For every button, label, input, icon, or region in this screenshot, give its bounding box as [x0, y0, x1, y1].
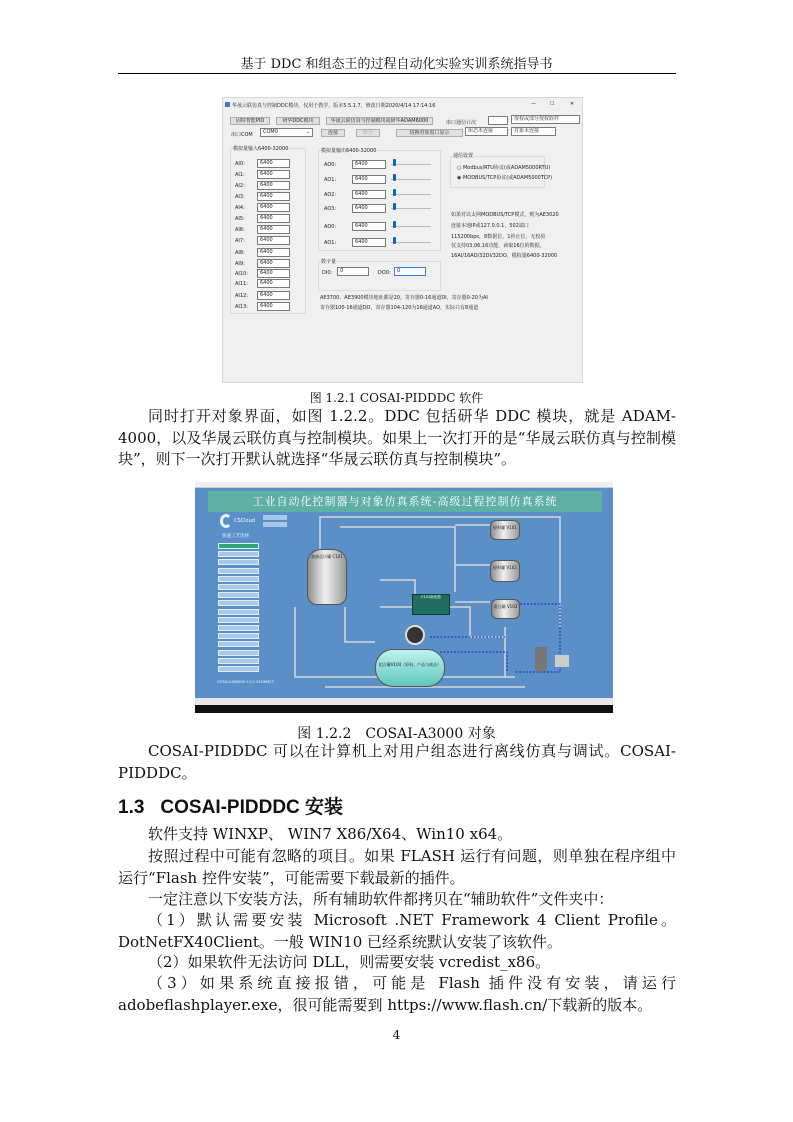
figure-caption: 图 1.2.1 COSAI-PIDDDC 软件	[309, 391, 484, 405]
maximize-icon[interactable]: ☐	[550, 101, 555, 107]
ai-label: AI10:	[235, 271, 248, 277]
paragraph: COSAI-PIDDDC 可以在计算机上对用户组态进行离线仿真与调试。COSAI-PIDDDC。	[118, 742, 676, 782]
ao-value-field[interactable]: 6400	[352, 238, 386, 247]
ao-slider[interactable]	[391, 221, 431, 229]
cscloud-logo-text: CSCloud	[234, 518, 255, 524]
di0-label: DI0:	[322, 270, 333, 276]
process-menu-button[interactable]	[218, 568, 259, 574]
slider-thumb[interactable]	[393, 174, 396, 181]
process-menu-button[interactable]	[218, 658, 259, 664]
ao-value-field[interactable]: 6400	[352, 222, 386, 231]
slider-thumb[interactable]	[393, 189, 396, 196]
section-title: COSAI-PIDDDC 安装	[160, 797, 344, 818]
paragraph: 软件支持 WINXP、 WIN7 X86/X64、Win10 x64。	[148, 825, 513, 843]
window-title: 华晟云联仿真与控制DDC模块，仅用于教学，版本5.5.1.7，修改日期2020/4/14 17:14:16	[232, 103, 436, 109]
slider-track	[391, 194, 431, 195]
port-select[interactable]	[260, 128, 313, 137]
slider-thumb[interactable]	[393, 221, 396, 228]
cscloud-logo-icon	[220, 514, 232, 528]
sim-module-button[interactable]: 华晟云联仿真与控制模块或研华ADAM6000	[326, 117, 433, 125]
ai-group-title: 模拟量输入6400-32000	[233, 146, 289, 152]
slider-track	[391, 208, 431, 209]
note-bottom: AE3700、AE3900模块地址都是20，寄存器0-16通道DI，寄存器0-20为AI	[320, 295, 488, 301]
sim-small-button[interactable]	[263, 522, 287, 527]
digital-group	[318, 261, 441, 291]
close-icon[interactable]: ✕	[570, 101, 575, 107]
ai-label: AI0:	[235, 161, 245, 167]
ai-label: AI6:	[235, 227, 245, 233]
process-menu-button[interactable]	[218, 592, 259, 598]
ai-label: AI13:	[235, 304, 248, 310]
ai-label: AI3:	[235, 194, 245, 200]
process-menu-button[interactable]	[218, 641, 259, 647]
ai-value-field[interactable]: 6400	[257, 159, 290, 168]
slider-track	[391, 242, 431, 243]
process-menu-button[interactable]	[218, 551, 259, 557]
ai-value-field[interactable]: 6400	[257, 259, 290, 268]
ao-label: AO3:	[324, 206, 337, 212]
heat-exchanger-e101[interactable]	[412, 594, 450, 615]
ao-label: AO0:	[324, 224, 337, 230]
figure-caption: 图 1.2.2 COSAI-A3000 对象	[297, 726, 496, 742]
process-menu-button[interactable]	[218, 609, 259, 615]
comm-group-title: 通信设置	[453, 153, 474, 159]
section-heading	[118, 792, 343, 819]
ai-value-field[interactable]: 6400	[257, 225, 290, 234]
switch-window-button[interactable]: 切换对象窗口显示	[396, 129, 463, 137]
radio-modbus-rtu[interactable]	[457, 164, 550, 171]
tank-v101[interactable]: 原料罐 V101	[490, 520, 520, 540]
ao-value-field[interactable]: 6400	[352, 175, 386, 184]
ao-slider[interactable]	[391, 174, 431, 182]
chevron-down-icon: ⌄	[305, 129, 310, 135]
radio-label: MODBUS/TCP协议(或ADAM5000TCP)	[462, 175, 553, 181]
note-right: 仅支持03,06,16功能，读取16位的数据，	[451, 243, 545, 249]
ao-label: AO2:	[324, 192, 337, 198]
digital-group-title: 数字量	[321, 259, 337, 265]
ai-value-field[interactable]: 6400	[257, 302, 290, 311]
ai-value-field[interactable]: 6400	[257, 214, 290, 223]
ai-label: AI4:	[235, 205, 245, 211]
minimize-icon[interactable]: —	[531, 101, 536, 107]
port-value: COM0	[263, 129, 278, 135]
process-menu-button[interactable]	[218, 625, 259, 631]
note-right: 如果对以太网MODBUS/TCP模式，则为AE3020	[451, 212, 559, 218]
process-menu-button[interactable]	[218, 650, 259, 656]
ai-label: AI5:	[235, 216, 245, 222]
valve-actuator-icon	[535, 647, 547, 671]
ai-value-field[interactable]: 6400	[257, 181, 290, 190]
ai-label: AI11:	[235, 281, 248, 287]
note-bottom: 寄存器100-16通道DO，寄存器104-120为16通道AO，实际只有8通道	[320, 305, 479, 311]
windows-taskbar	[195, 705, 613, 713]
ao-label: AO1:	[324, 240, 337, 246]
tank-v102[interactable]: 原料罐 V102	[490, 560, 520, 582]
process-menu-button[interactable]	[218, 633, 259, 639]
note-right: 16AI/16AO/32DI/32DO，模拟量6400-32000	[451, 253, 558, 259]
pid-button[interactable]: 固特智能PID	[230, 117, 270, 125]
ai-value-field[interactable]: 6400	[257, 236, 290, 245]
process-menu-button[interactable]	[218, 576, 259, 582]
ai-label: AI12:	[235, 293, 248, 299]
ao-value-field[interactable]: 6400	[352, 204, 386, 213]
ai-value-field[interactable]: 6400	[257, 170, 290, 179]
ddc-button[interactable]: 研华DDC模块	[276, 117, 320, 125]
paragraph: （2）如果软件无法访问 DLL，则需要安装 vcredist_x86。	[148, 953, 551, 971]
running-header: 基于 DDC 和组态王的过程自动化实验实训系统指导书	[240, 57, 553, 72]
connect-button[interactable]: 连接	[321, 129, 345, 137]
ao-value-field[interactable]: 6400	[352, 160, 386, 169]
ai-value-field[interactable]: 6400	[257, 279, 290, 288]
paragraph: 一定注意以下安装方法，所有辅助软件都拷贝在“辅助软件”文件夹中：	[148, 890, 614, 908]
note-right: 115200bps，8数据位，1停止位，无校验	[451, 234, 546, 240]
slider-thumb[interactable]	[393, 159, 396, 166]
fan-icon	[405, 625, 425, 645]
process-menu-button[interactable]	[218, 559, 259, 565]
ao-group-title: 模拟量输出6400-32000	[321, 148, 377, 154]
sim-status-bar	[195, 698, 613, 705]
slider-thumb[interactable]	[393, 203, 396, 210]
ai-value-field[interactable]: 6400	[257, 192, 290, 201]
section-number: 1.3	[118, 797, 145, 818]
ao-value-field[interactable]: 6400	[352, 190, 386, 199]
ai-label: AI1:	[235, 172, 245, 178]
do0-field[interactable]: 0	[394, 267, 426, 276]
sim-small-button[interactable]	[263, 515, 287, 520]
serial-count-label: 串口通信计次	[446, 120, 477, 126]
radio-label: Modbus/RTU协议(或ADAM5000RTU)	[462, 165, 551, 171]
ao-label: AO1:	[324, 177, 337, 183]
e101-label: E101换热器	[421, 595, 441, 599]
ao-slider[interactable]	[391, 159, 431, 167]
software-window-screenshot	[222, 97, 583, 383]
process-menu-button[interactable]	[218, 600, 259, 606]
process-menu-button[interactable]	[218, 617, 259, 623]
ai-label: AI8:	[235, 250, 245, 256]
tank-c101[interactable]: 加热反应罐 C101	[307, 549, 347, 605]
flowmeter-icon	[555, 655, 569, 667]
version-label: COSAI A3000V5 1.0.1 20190617	[217, 680, 274, 684]
quick-select-label: 快速工艺选择	[222, 534, 249, 539]
paragraph: 同时打开对象界面，如图 1.2.2。DDC 包括研华 DDC 模块，就是 ADAM-4000，以及华晟云联仿真与控制模块。如果上一次打开的是“华晟云联仿真与控制模块”，则下一次打开默认就选择“华晟云联仿真与控制模块”。	[118, 407, 676, 468]
ao-slider[interactable]	[391, 237, 431, 245]
app-icon	[225, 102, 230, 107]
ao-slider[interactable]	[391, 189, 431, 197]
radio-checked-icon: ◉	[457, 175, 463, 181]
radio-modbus-tcp[interactable]	[457, 174, 552, 181]
paragraph: 按照过程中可能有忽略的项目。如果 FLASH 运行有问题，则单独在程序组中运行“Flash 控件安装”，可能需要下载最新的插件。	[118, 847, 676, 887]
ai-value-field[interactable]: 6400	[257, 203, 290, 212]
ai-label: AI2:	[235, 183, 245, 189]
simulation-window-screenshot	[195, 477, 613, 713]
note-right: 连接本地IP或127.0.0.1，502端口	[451, 223, 529, 229]
ai-value-field[interactable]: 6400	[257, 269, 290, 278]
object-status: 对象未连接	[511, 127, 556, 136]
ai-value-field[interactable]: 6400	[257, 248, 290, 257]
disconnect-button[interactable]: 断开	[356, 129, 380, 137]
ai-label: AI7:	[235, 238, 245, 244]
scada-status: 组态未连接	[465, 127, 508, 136]
ai-label: AI9:	[235, 261, 245, 267]
radio-unchecked-icon: ○	[457, 165, 463, 171]
ao-label: AO0:	[324, 162, 337, 168]
serial-count-field[interactable]	[488, 116, 508, 125]
di0-field[interactable]: 0	[337, 267, 369, 276]
do0-label: DO0:	[378, 270, 391, 276]
tank-v103[interactable]: 混合罐 V103	[491, 599, 520, 619]
comm-group	[450, 156, 545, 188]
page-number: 4	[392, 1028, 401, 1042]
ao-slider[interactable]	[391, 203, 431, 211]
process-menu-button[interactable]	[218, 666, 259, 672]
tank-v104[interactable]: 组合罐V104（原料、产品与废品）	[375, 649, 445, 687]
ai-value-field[interactable]: 6400	[257, 291, 290, 300]
process-menu-button[interactable]	[218, 543, 259, 549]
slider-track	[391, 179, 431, 180]
license-field: 授权或部分授权软件	[511, 115, 580, 124]
slider-thumb[interactable]	[393, 237, 396, 244]
paragraph: （1）默认需要安装 Microsoft .NET Framework 4 Client Profile。DotNetFX40Client。一般 WIN10 已经系统默认安装了该软件。	[118, 911, 676, 951]
process-menu-button[interactable]	[218, 584, 259, 590]
sim-banner: 工业自动化控制器与对象仿真系统-高级过程控制仿真系统	[208, 491, 602, 512]
port-label: 串口COM	[231, 132, 253, 138]
paragraph: （3）如果系统直接报错，可能是 Flash 插件没有安装，请运行 adobeflashplayer.exe，很可能需要到 https://www.flash.cn/下载新的版本。	[118, 974, 676, 1014]
slider-track	[391, 164, 431, 165]
header-rule	[118, 73, 676, 74]
slider-track	[391, 226, 431, 227]
